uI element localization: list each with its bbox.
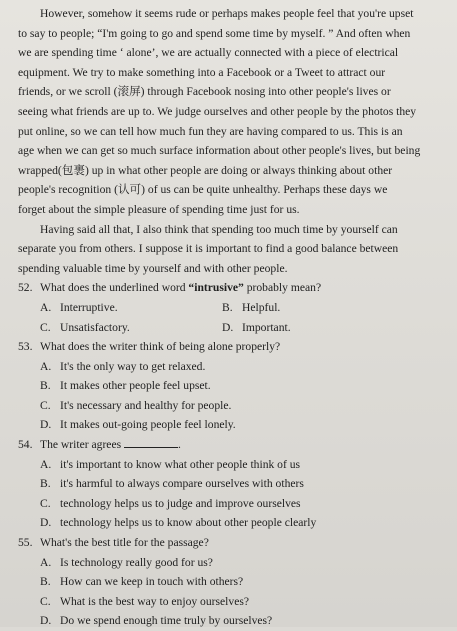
question-52 [18,278,443,337]
option-d[interactable]: D. technology helps us to know about other people clearly [40,516,317,530]
passage-line: we are spending time ‘ alone’, we are actually connected with a piece of electrical [18,46,399,60]
question-number: 54. [18,438,33,452]
passage-line: people's recognition (认可) of us can be quite unhealthy. Perhaps these days we [18,183,388,197]
option-d[interactable]: D. Important. [222,320,291,334]
passage-line: separate you from others. I suppose it is important to find a good balance between [18,242,399,256]
question-stem: The writer agrees . [40,438,181,452]
question-54 [18,435,443,533]
question-stem: What does the writer think of being alone properly? [40,340,281,354]
question-stem: What's the best title for the passage? [40,536,209,550]
passage-line: to say to people; “I'm going to go and spend some time by myself. ” And often when [18,26,411,40]
passage-line: spending valuable time by yourself and with other people. [18,261,288,275]
option-b[interactable]: B. it's harmful to always compare ourselves with others [40,477,304,491]
option-d[interactable]: D. Do we spend enough time truly by ourselves? [40,614,273,628]
passage-paragraph-1 [18,4,443,220]
passage-line: friends, or we scroll (滚屏) through Facebook nosing into other people's lives or [18,85,391,99]
passage-line: age when we can get so much surface information about other people's lives, but being [18,144,421,158]
option-a[interactable]: A. it's important to know what other people think of us [40,457,301,471]
question-number: 55. [18,536,33,550]
option-c[interactable]: C. Unsatisfactory. [40,320,130,334]
option-b[interactable]: B. How can we keep in touch with others? [40,575,244,589]
question-55 [18,533,443,631]
option-a[interactable]: A. Is technology really good for us? [40,555,213,569]
answer-blank [124,436,178,448]
option-b[interactable]: B. Helpful. [222,300,281,314]
option-c[interactable]: C. It's necessary and healthy for people. [40,398,232,412]
option-a[interactable]: A. Interruptive. [40,300,118,314]
question-number: 53. [18,340,33,354]
passage-line: Having said all that, I also think that spending too much time by yourself can [40,222,398,236]
question-number: 52. [18,281,33,295]
option-c[interactable]: C. technology helps us to judge and improve ourselves [40,496,301,510]
passage-line: However, somehow it seems rude or perhaps makes people feel that you're upset [40,7,414,20]
passage-line: forget about the simple pleasure of spending time just for us. [18,202,300,216]
passage-line: put online, so we can tell how much fun they are having compared to us. This is an [18,124,403,138]
intrusive-word: “intrusive” [188,281,244,295]
option-a[interactable]: A. It's the only way to get relaxed. [40,359,206,373]
passage-line: equipment. We try to make something into a Facebook or a Tweet to attract our [18,65,386,79]
question-stem: What does the underlined word “intrusive” probably mean? [40,281,322,295]
passage-paragraph-2 [18,220,443,279]
passage-line: wrapped(包裹) up in what other people are doing or always thinking about other [18,163,393,177]
passage-line: seeing what friends are up to. We judge ourselves and other people by the photos they [18,104,417,118]
option-d[interactable]: D. It makes out-going people feel lonely. [40,418,236,432]
option-b[interactable]: B. It makes other people feel upset. [40,379,211,393]
question-53 [18,337,443,435]
option-c[interactable]: C. What is the best way to enjoy ourselves? [40,594,249,608]
